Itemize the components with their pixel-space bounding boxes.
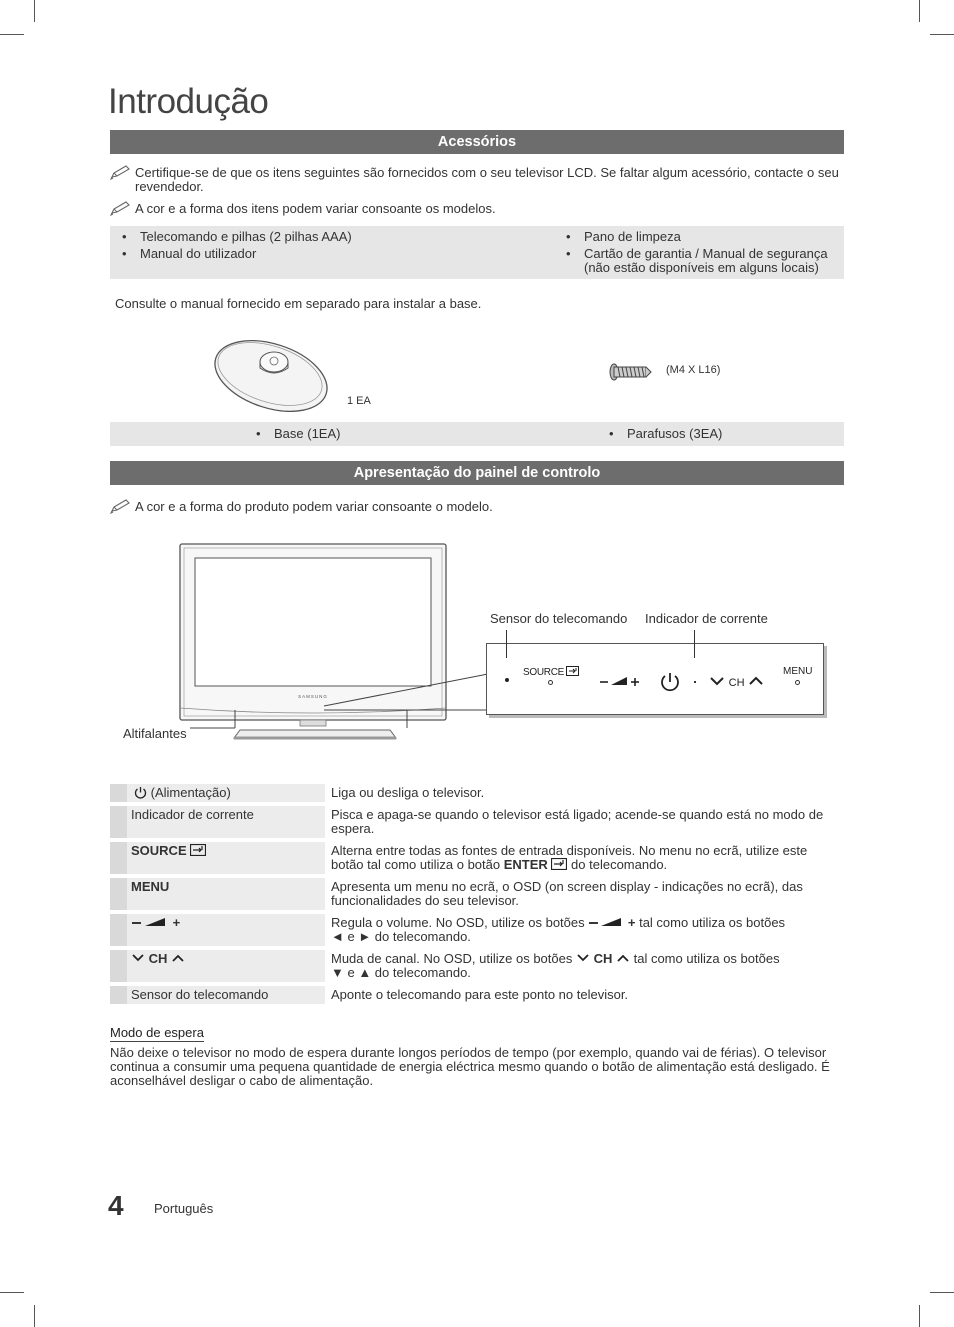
callout-line	[694, 630, 695, 658]
row-description: Alterna entre todas as fontes de entrada disponíveis. No menu no ecrã, utilize este botão tal como utiliza o botão ENTER do telecomando.	[331, 843, 808, 872]
page-language: Português	[154, 1201, 214, 1216]
row-description: Pisca e apaga-se quando o televisor está ligado; acende-se quando está no modo de espera.	[331, 807, 824, 836]
power-icon[interactable]	[659, 671, 681, 693]
row-description: Apresenta um menu no ecrã, o OSD (on screen display - indicações no ecrã), das funcionalidades do seu televisor.	[331, 879, 803, 908]
control-panel-heading: Apresentação do painel de controlo	[110, 461, 844, 485]
power-icon	[134, 786, 147, 799]
row-label: CH	[148, 951, 168, 966]
row-label: (Alimentação)	[150, 785, 231, 800]
base-quantity: 1 EA	[347, 395, 371, 407]
crop-mark	[930, 1292, 954, 1293]
accessories-list-box	[110, 226, 844, 279]
volume-buttons[interactable]	[599, 674, 643, 688]
channel-buttons[interactable]	[709, 674, 764, 688]
row-description: Aponte o telecomando para este ponto no televisor.	[331, 987, 629, 1002]
callout-line	[506, 630, 507, 658]
chevron-up-icon	[616, 953, 630, 963]
volume-icon	[131, 916, 169, 928]
callout-remote-sensor: Sensor do telecomando	[490, 611, 628, 626]
crop-mark	[34, 0, 35, 22]
accessories-list-right	[556, 230, 841, 278]
chevron-up-icon	[748, 675, 764, 687]
table-row	[110, 950, 844, 982]
crop-mark	[0, 1292, 24, 1293]
chevron-up-icon	[171, 953, 185, 963]
pencil-note-icon	[110, 164, 132, 180]
accessories-note-1	[110, 166, 845, 194]
list-item: • Pano de limpeza	[556, 230, 841, 244]
list-item: • Cartão de garantia / Manual de segurança (não estão disponíveis em alguns locais)	[556, 247, 841, 275]
source-label: SOURCE	[523, 667, 564, 678]
stand-items-box	[110, 422, 844, 446]
list-item: • Manual do utilizador	[112, 247, 532, 261]
accessories-list-left	[112, 230, 532, 264]
row-description: Liga ou desliga o televisor.	[331, 785, 485, 800]
screw-spec: (M4 X L16)	[666, 364, 721, 376]
enter-icon	[190, 844, 206, 856]
ch-label: CH	[728, 677, 745, 689]
callout-leader-lines	[320, 640, 500, 720]
chevron-down-icon	[709, 675, 725, 687]
row-label: Sensor do telecomando	[127, 986, 325, 1004]
table-row	[110, 806, 844, 838]
crop-mark	[0, 34, 24, 35]
table-row	[110, 842, 844, 874]
table-row	[110, 986, 844, 1004]
enter-icon	[551, 858, 567, 870]
source-button[interactable]	[523, 666, 579, 678]
standby-heading: Modo de espera	[110, 1025, 204, 1040]
accessories-note-2	[110, 202, 845, 216]
chevron-down-icon	[131, 953, 145, 963]
table-row	[110, 784, 844, 802]
standby-text: Não deixe o televisor no modo de espera durante longos períodos de tempo (por exemplo, quando vai de férias). O televisor continua a consumir uma pequena quantidade de energia eléctrica mesmo quando o botão de alimentação está desligado. É aconselhável desligar o cabo de alimentação.	[110, 1045, 830, 1088]
pencil-note-icon	[110, 498, 132, 514]
crop-mark	[930, 34, 954, 35]
callout-speakers: Altifalantes	[123, 726, 187, 741]
crop-mark	[34, 1305, 35, 1327]
row-description: Muda de canal. No OSD, utilize os botões CH tal como utiliza os botões ▼ e ▲ do telecomando.	[331, 951, 780, 980]
note-text: Certifique-se de que os itens seguintes são fornecidos com o seu televisor LCD. Se faltar algum acessório, contacte o seu revendedor.	[135, 165, 839, 194]
list-item: • Base (1EA)	[246, 427, 496, 441]
callout-power-indicator: Indicador de corrente	[645, 611, 768, 626]
remote-sensor-dot	[505, 678, 509, 682]
screw-icon	[608, 362, 652, 382]
tv-brand-logo: SAMSUNG	[298, 694, 328, 699]
note-text: A cor e a forma do produto podem variar consoante o modelo.	[135, 499, 493, 514]
control-panel-zoom	[486, 643, 824, 715]
stand-list-left	[246, 427, 496, 444]
crop-mark	[919, 0, 920, 22]
row-description: Regula o volume. No OSD, utilize os botões + tal como utiliza os botões ◄ e ► do telecomando.	[331, 915, 786, 944]
control-panel-note	[110, 500, 845, 514]
volume-icon	[588, 916, 624, 928]
button-dot	[548, 680, 553, 685]
stand-note: Consulte o manual fornecido em separado para instalar a base.	[115, 296, 482, 311]
table-row	[110, 878, 844, 910]
enter-icon	[566, 666, 579, 676]
control-functions-table	[110, 780, 844, 1008]
page-number: 4	[108, 1190, 124, 1221]
power-indicator-dot	[694, 681, 696, 683]
stand-base-icon	[208, 338, 334, 412]
row-label: +	[172, 915, 181, 930]
list-item: • Telecomando e pilhas (2 pilhas AAA)	[112, 230, 532, 244]
row-label: MENU	[127, 878, 325, 910]
pencil-note-icon	[110, 200, 132, 216]
row-label: Indicador de corrente	[127, 806, 325, 838]
chevron-down-icon	[576, 953, 590, 963]
button-dot	[795, 680, 800, 685]
row-label: SOURCE	[131, 843, 187, 858]
crop-mark	[919, 1305, 920, 1327]
page-title: Introdução	[108, 82, 269, 121]
accessories-heading: Acessórios	[110, 130, 844, 154]
menu-button[interactable]: MENU	[783, 666, 813, 677]
stand-list-right	[599, 427, 839, 444]
list-item: • Parafusos (3EA)	[599, 427, 839, 441]
table-row	[110, 914, 844, 946]
note-text: A cor e a forma dos itens podem variar consoante os modelos.	[135, 201, 496, 216]
